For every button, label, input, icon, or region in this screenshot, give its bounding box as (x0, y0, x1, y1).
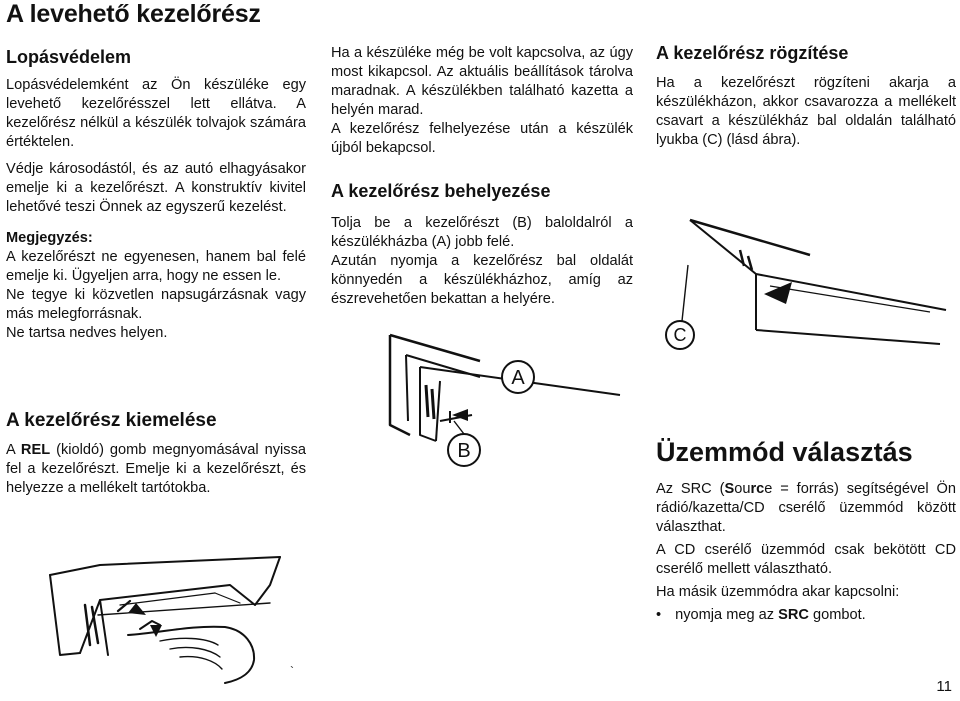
bullet-text (675, 606, 866, 625)
page-number: 11 (936, 678, 952, 695)
uzemmod-paragraph-1 (656, 480, 956, 537)
bullet-item (656, 606, 956, 625)
lopasvedelem-paragraph-2: Védje károsodástól, és az autó elhagyásakor emelje ki a kezelőrészt. A konstruktív kivitel lehetővé teszi Önnek az egyszerű kezelést. (6, 161, 306, 215)
page-title: A levehető kezelőrész (6, 0, 261, 28)
stray-mark: ` (290, 664, 294, 678)
figure-inserting-panel (380, 325, 630, 475)
note-line-2: Ne tegye ki közvetlen napsugárzásnak vagy más melegforrásnak. (6, 287, 306, 322)
label-b: B (457, 440, 471, 462)
arrow-screw-icon (764, 282, 792, 304)
lopasvedelem-paragraph-1: Lopásvédelemként az Ön készüléke egy levehető kezelőrésszel lett ellátva. A kezelőrész nélkül a készülék tolvajok számára értéktelen. (6, 77, 306, 150)
note-heading: Megjegyzés: (6, 230, 93, 246)
figure-fixing-panel (660, 210, 956, 360)
kiemelese-paragraph (6, 441, 306, 498)
behelyezese-paragraph-1: Tolja be a kezelőrészt (B) baloldalról a készülékházba (A) jobb felé. (331, 215, 633, 250)
src-letter-s: S (724, 481, 735, 497)
column-right (656, 42, 956, 150)
heading-uzemmod: Üzemmód választás (656, 437, 913, 467)
column-middle (331, 44, 633, 309)
kiemelese-text-before: A (6, 442, 21, 458)
src-letter-c: c (756, 481, 765, 497)
uzemmod-text-pre: Az SRC ( (656, 481, 725, 497)
column-left (6, 46, 306, 343)
src-letter-r: r (750, 481, 757, 497)
rel-button-label: REL (20, 442, 51, 458)
section-uzemmod (656, 436, 956, 625)
figure-removing-panel (40, 545, 330, 685)
rogzitese-paragraph: Ha a kezelőrészt rögzíteni akarja a készülékházon, akkor csavarozza a mellékelt csavart a készülékház bal oldalán található lyukba (C) (lásd ábra). (656, 75, 956, 148)
src-letters-ou: ou (734, 481, 751, 497)
note-line-3: Ne tartsa nedves helyen. (6, 325, 168, 341)
arrow-up-icon (128, 603, 146, 615)
label-c: C (673, 325, 687, 345)
src-letter-e: e (764, 481, 773, 497)
note-line-1: A kezelőrészt ne egyenesen, hanem bal felé emelje ki. Ügyeljen arra, hogy ne essen le. (6, 249, 306, 284)
intro-paragraph-1: Ha a készüléke még be volt kapcsolva, az úgy most kikapcsol. Az aktuális beállítások tárolva maradnak. A készülékben található kazetta a helyén marad. (331, 45, 633, 118)
heading-behelyezese: A kezelőrész behelyezése (331, 181, 551, 201)
bullet-text-pre: nyomja meg az (675, 607, 779, 623)
bullet-text-post: gombot. (808, 607, 866, 623)
kiemelese-text-after: (kioldó) gomb megnyomásával nyissa fel a kezelőrészt. Emelje ki a kezelőrészt, és helyezze a mellékelt tartótokba. (6, 442, 307, 496)
src-button-label: SRC (778, 607, 809, 623)
uzemmod-paragraph-2: A CD cserélő üzemmód csak bekötött CD cserélő mellett választható. (656, 542, 956, 577)
uzemmod-paragraph-3: Ha másik üzemmódra akar kapcsolni: (656, 584, 900, 600)
heading-rogzitese: A kezelőrész rögzítése (656, 43, 849, 63)
uzemmod-text-post: = forrás) segítségével Ön rádió/kazetta/CD cserélő üzemmód között választhat. (656, 481, 956, 535)
section-kiemelese (6, 410, 306, 498)
behelyezese-paragraph-2: Azután nyomja a kezelőrész bal oldalát könnyedén a készülékházhoz, amíg az észrevehetően bekattan a helyére. (331, 253, 633, 307)
label-a: A (511, 367, 525, 389)
bullet-symbol: • (656, 607, 662, 623)
heading-kiemelese: A kezelőrész kiemelése (6, 410, 217, 431)
intro-paragraph-2: A kezelőrész felhelyezése után a készülék újból bekapcsol. (331, 121, 633, 156)
heading-lopasvedelem: Lopásvédelem (6, 47, 132, 67)
